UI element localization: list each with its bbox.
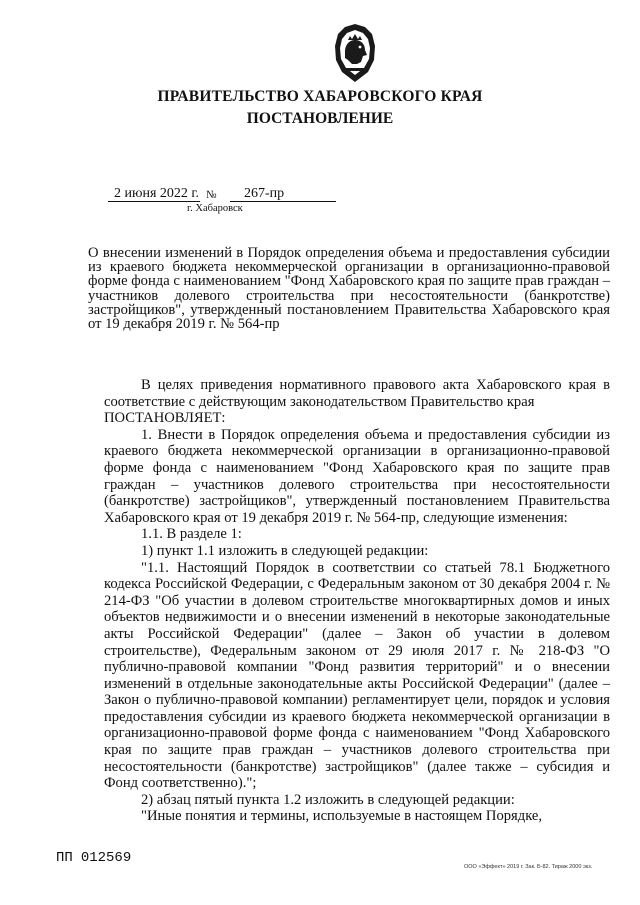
document-body [104,377,610,825]
paragraph-item-1-1: 1.1. В разделе 1: [141,526,242,543]
printer-imprint: ООО «Эффект» 2019 г. Зак. Б-82. Тираж 2000 экз. [464,864,593,870]
document-date: 2 июня 2022 г. [114,186,200,201]
document-subject: О внесении изменений в Порядок определения объема и предоставления субсидии из краевого бюджета некоммерческой организации в организационно-правовой форме фонда с наименованием "Фонд Хабаровского края по защите прав граждан – участников долевого строительства при несостоятельности (банкротстве) застройщиков", утвержденный постановлением Правительства Хабаровского края от 19 декабря 2019 г. № 564-пр [88,245,610,333]
number-underline [230,201,336,202]
quoted-text-2: "Иные понятия и термины, используемые в настоящем Порядке, [141,808,543,825]
date-underline [108,201,200,202]
paragraph-subitem-1: 1) пункт 1.1 изложить в следующей редакции: [141,542,429,559]
city: г. Хабаровск [187,203,243,214]
document-type: ПОСТАНОВЛЕНИЕ [246,110,394,127]
organization-name: ПРАВИТЕЛЬСТВО ХАБАРОВСКОГО КРАЯ [157,88,483,105]
form-serial-number: 012569 [80,850,132,866]
resolves-heading: ПОСТАНОВЛЯЕТ: [104,410,226,427]
paragraph-item-1: 1. Внести в Порядок определения объема и предоставления субсидии из краевого бюджета некоммерческой организации в организационно-правовой форме фонда с наименованием "Фонд Хабаровского края по защите прав граждан – участников долевого строительства при несостоятельности (банкротстве) застройщиков", утвержденный постановлением Правительства Хабаровского края от 19 декабря 2019 г. № 564-пр, следующие изменения: [104,426,610,526]
number-sign: № [206,189,217,201]
form-series: ПП [56,850,73,866]
form-serial [56,850,131,866]
preamble: В целях приведения нормативного правового акта Хабаровского края в соответствие с действующим законодательством Правительство края [104,377,610,410]
coat-of-arms-icon [330,22,380,84]
date-number-line [108,186,338,204]
paragraph-subitem-2: 2) абзац пятый пункта 1.2 изложить в следующей редакции: [141,791,515,808]
quoted-text-1: "1.1. Настоящий Порядок в соответствии со статьей 78.1 Бюджетного кодекса Российской Федерации, с Федеральным законом от 30 декабря 2004 г. № 214-ФЗ "Об участии в долевом строительстве многоквартирных домов и иных объектов недвижимости и о внесении изменений в некоторые законодательные акты Российской Федерации" (далее – Закон об участии в долевом строительстве), Федеральным законом от 29 июля 2017 г. № 218-ФЗ "О публично-правовой компании "Фонд развития территорий" и о внесении изменений в отдельные законодательные акты Российской Федерации" (далее – Закон о публично-правовой компании) регламентирует цели, порядок и условия предоставления субсидии из краевого бюджета некоммерческой организации в организационно-правовой форме фонда с наименованием "Фонд Хабаровского края по защите прав граждан – участников долевого строительства при несостоятельности (банкротстве) застройщиков" (далее также – субсидия и Фонд соответственно)."; [104,559,610,792]
document-number: 267-пр [244,186,285,201]
